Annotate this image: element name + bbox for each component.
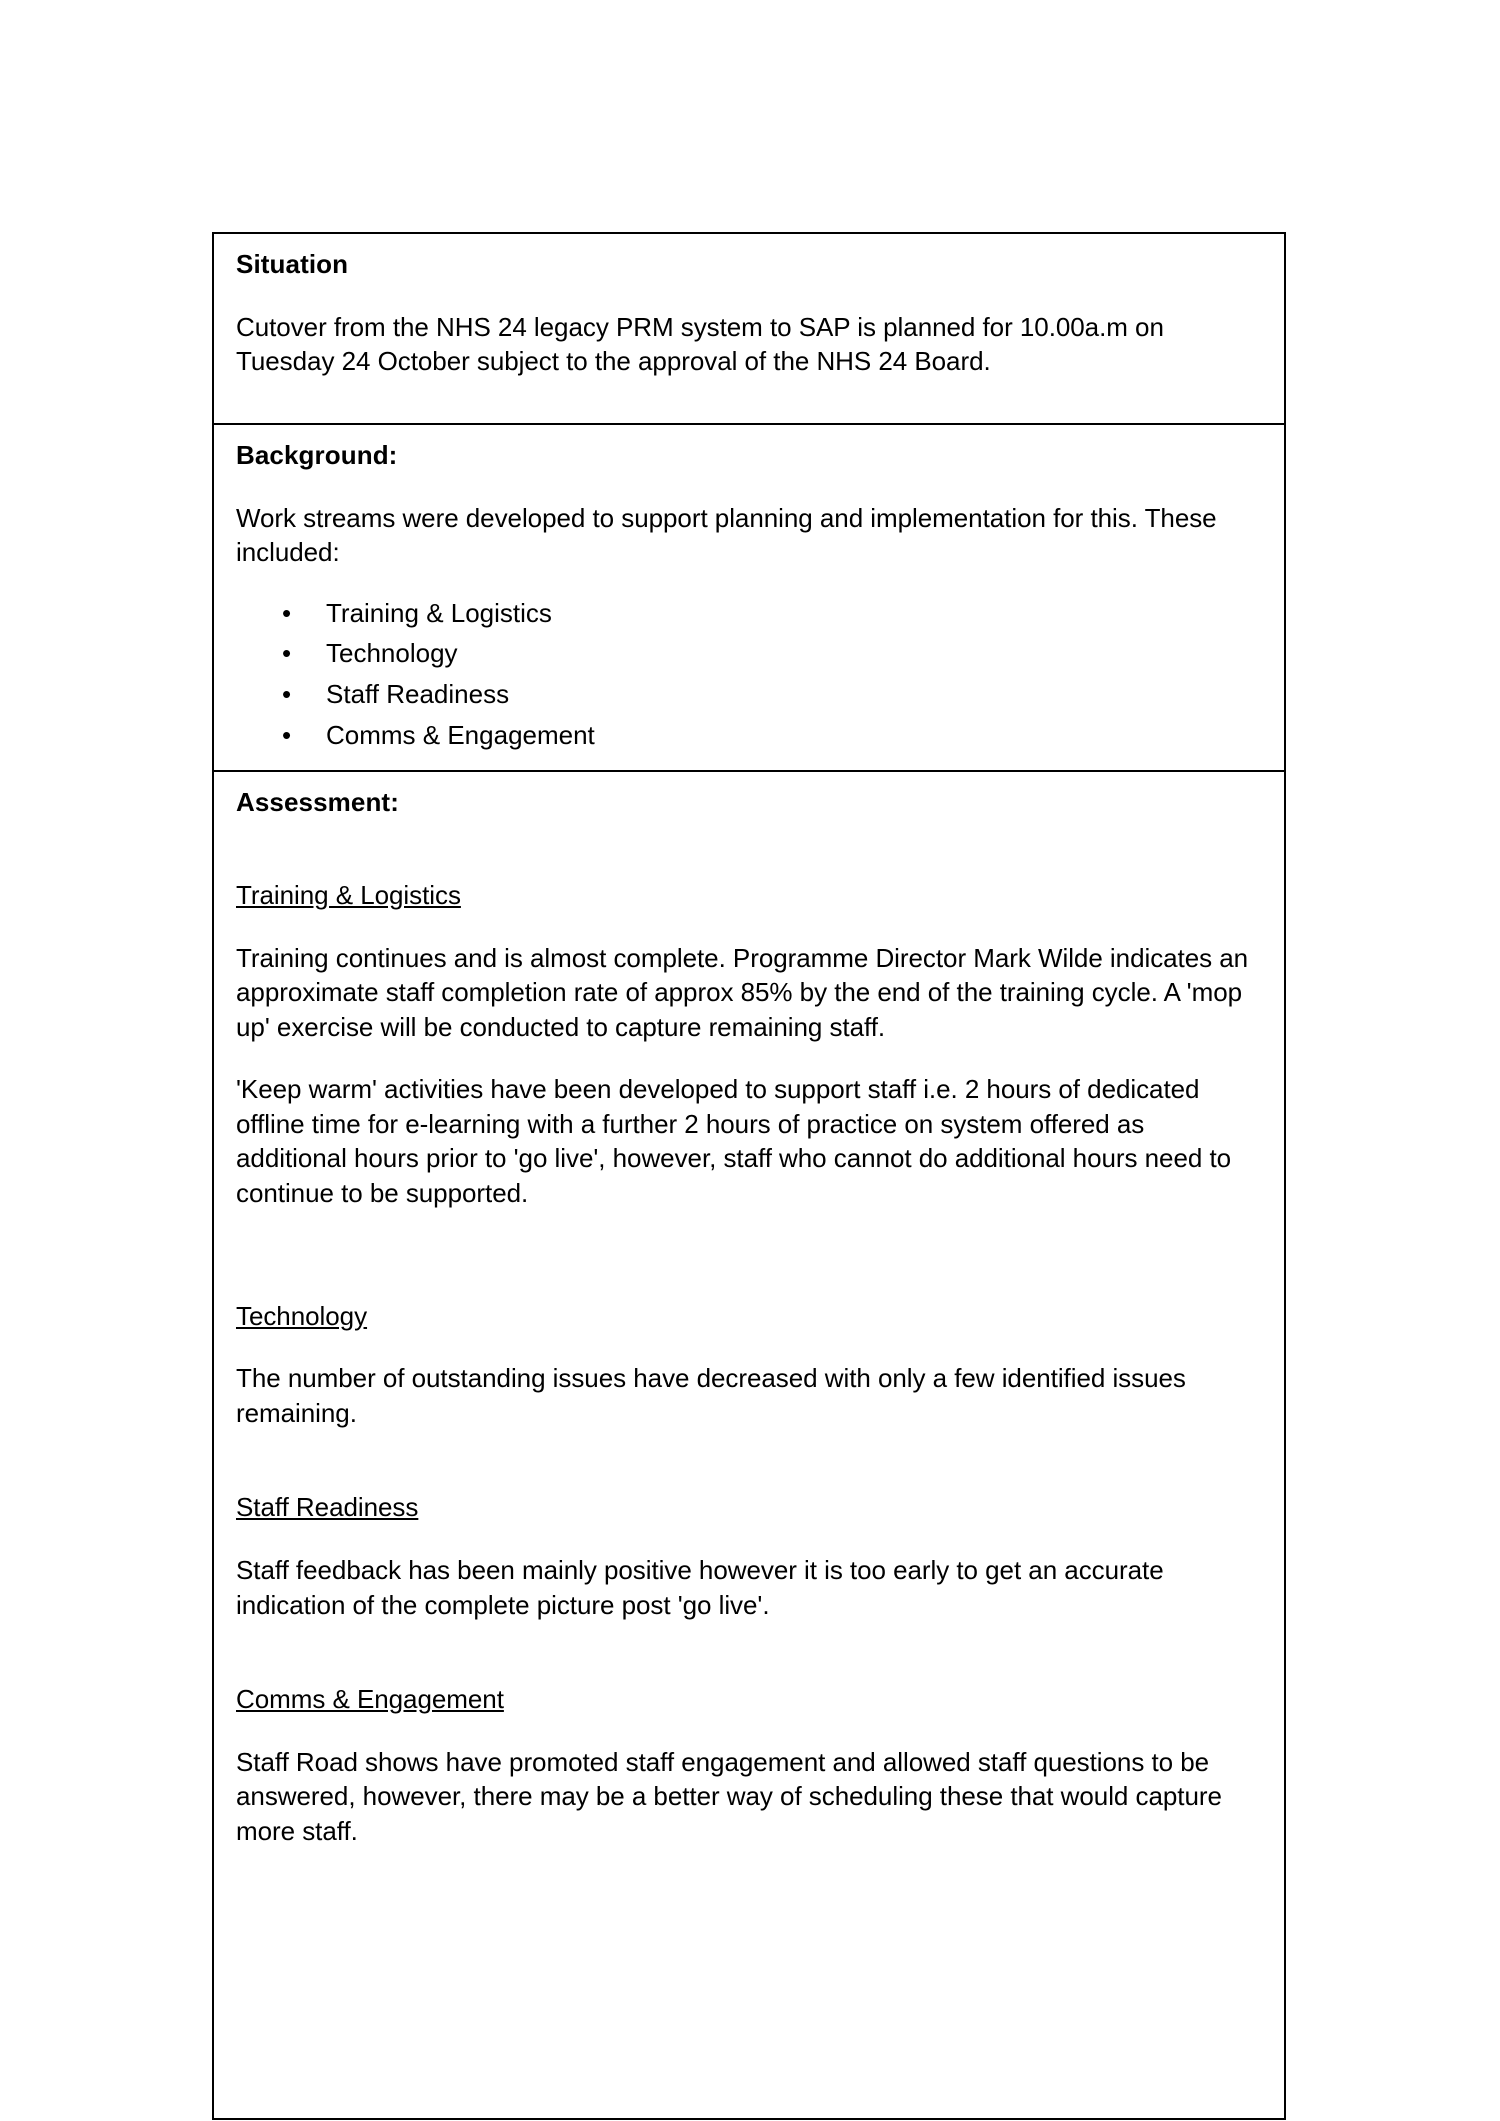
table-row-assessment [214, 772, 1284, 2118]
subsection-heading-comms-engagement: Comms & Engagement [236, 1684, 504, 1715]
list-item-label: Technology [326, 638, 458, 669]
subsection-staff-readiness-heading-wrap [236, 1460, 1262, 1525]
situation-heading: Situation [236, 249, 349, 279]
situation-cell [214, 234, 1284, 423]
background-bullet-list [236, 596, 1262, 752]
comms-engagement-paragraph-1: Staff Road shows have promoted staff engagement and allowed staff questions to be answered, however, there may be a better way of scheduling these that would capture more staff. [236, 1746, 1222, 1846]
subsection-heading-training-logistics: Training & Logistics [236, 880, 461, 911]
technology-paragraph-1: The number of outstanding issues have decreased with only a few identified issues remaining. [236, 1363, 1186, 1428]
list-item-label: Staff Readiness [326, 679, 510, 710]
list-item [282, 596, 1262, 631]
staff-readiness-paragraph-1: Staff feedback has been mainly positive however it is too early to get an accurate indication of the complete picture post 'go live'. [236, 1554, 1164, 1620]
bullet-icon: • [282, 679, 292, 710]
assessment-heading: Assessment: [236, 787, 399, 818]
bullet-icon: • [282, 597, 292, 628]
training-logistics-paragraph-2: 'Keep warm' activities have been developed to support staff i.e. 2 hours of dedicated offline time for e-learning with a further 2 hours of practice on system offered as additional hours prior to 'go live', however, staff who cannot do additional hours need to continue to be supported. [236, 1074, 1232, 1209]
subsection-heading-staff-readiness: Staff Readiness [236, 1492, 419, 1523]
table-row-background [214, 425, 1284, 772]
list-item [282, 636, 1262, 671]
list-item [282, 677, 1262, 712]
background-paragraph-1: Work streams were developed to support planning and implementation for this. These included: [236, 502, 1217, 568]
list-item-label: Comms & Engagement [326, 719, 595, 750]
background-cell [214, 425, 1284, 770]
table-row-situation [214, 234, 1284, 425]
subsection-technology-heading-wrap [236, 1269, 1262, 1334]
training-logistics-paragraph-1: Training continues and is almost complete. Programme Director Mark Wilde indicates an approximate staff completion rate of approx 85% by the end of the training cycle. A 'mop up' exercise will be conducted to capture remaining staff. [236, 942, 1249, 1042]
bullet-icon: • [282, 638, 292, 669]
subsection-training-logistics-heading-wrap [236, 848, 1262, 913]
sbar-table [212, 232, 1286, 2120]
list-item [282, 718, 1262, 753]
subsection-comms-engagement-heading-wrap [236, 1652, 1262, 1717]
assessment-bottom-spacer [236, 1848, 1262, 1998]
background-heading: Background: [236, 439, 398, 470]
assessment-cell [214, 772, 1284, 2118]
situation-paragraph-1: Cutover from the NHS 24 legacy PRM system to SAP is planned for 10.00a.m on Tuesday 24 October subject to the approval of the NHS 24 Board. [236, 311, 1164, 377]
list-item-label: Training & Logistics [326, 597, 552, 628]
bullet-icon: • [282, 719, 292, 750]
subsection-heading-technology: Technology [236, 1300, 368, 1331]
